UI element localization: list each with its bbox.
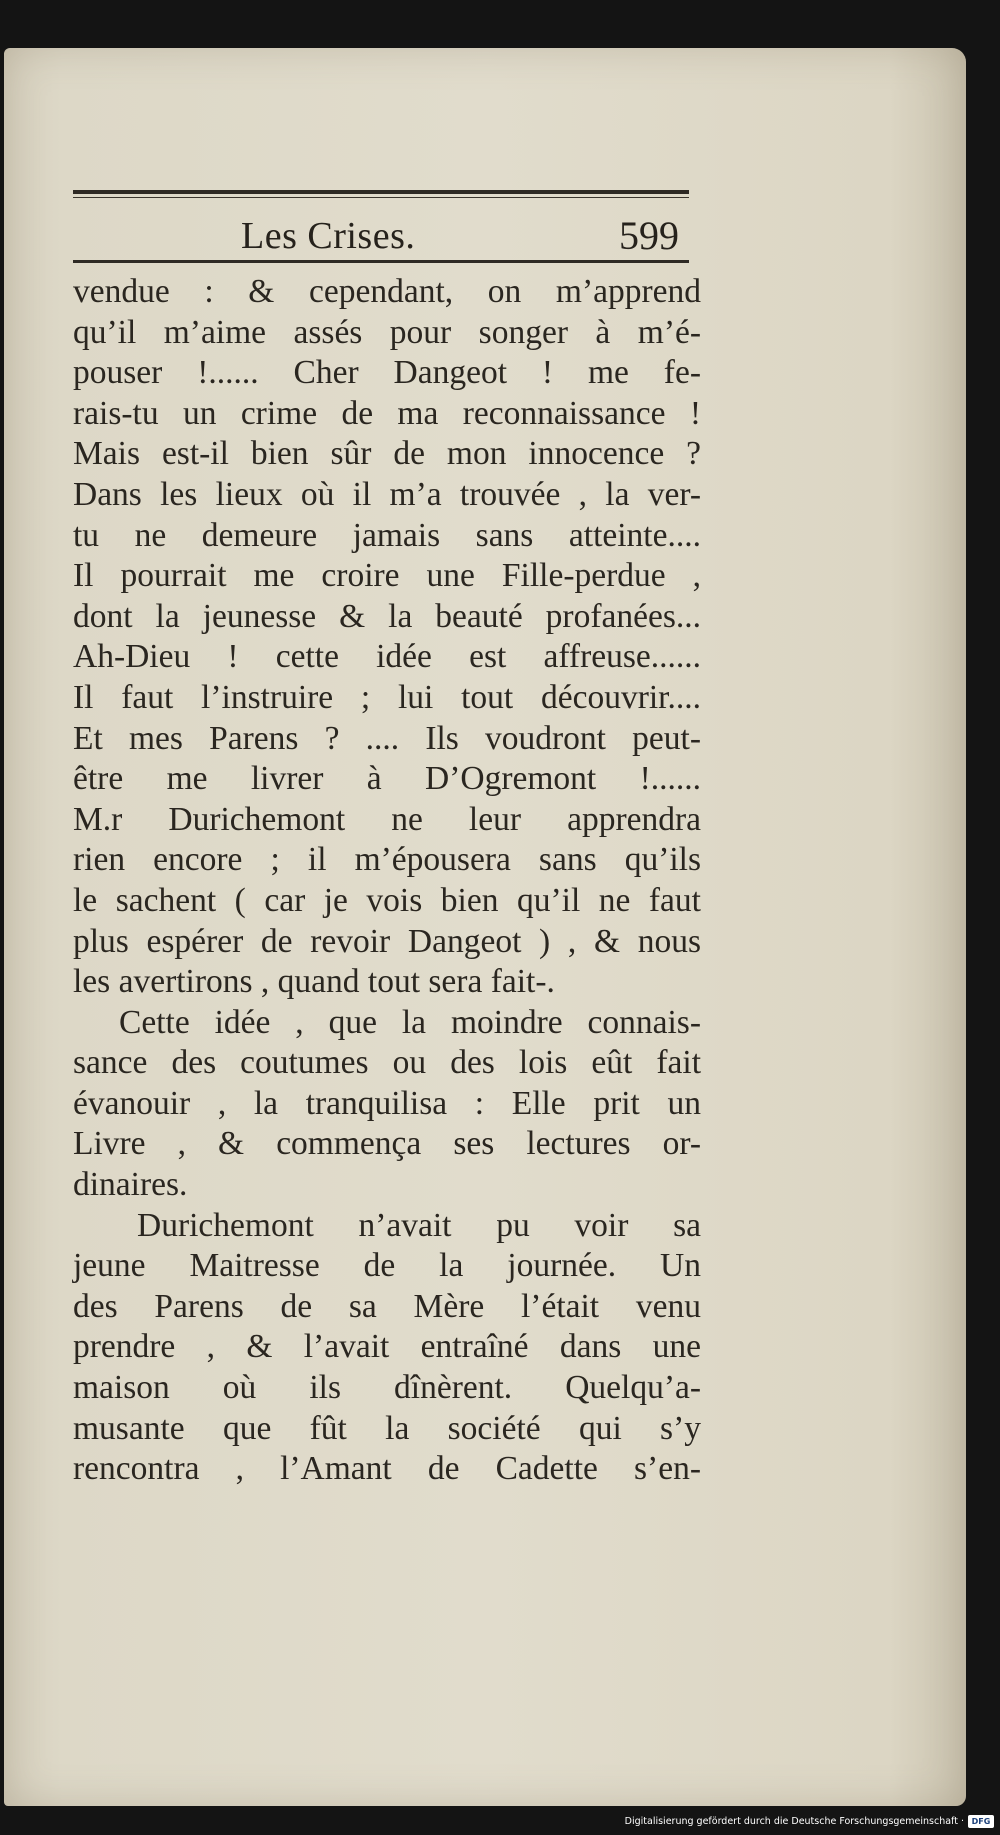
text-line: Il faut l’instruire ; lui tout découvrir.... — [73, 678, 701, 716]
text-line: Mais est-il bien sûr de mon innocence ? — [73, 435, 701, 473]
text-line: Ah-Dieu ! cette idée est affreuse...... — [73, 638, 701, 676]
text-line: Il pourrait me croire une Fille-perdue , — [73, 557, 701, 595]
text-line: pouser !...... Cher Dangeot ! me fe- — [73, 354, 701, 392]
text-line: musante que fût la société qui s’y — [73, 1409, 701, 1447]
text-line: Dans les lieux où il m’a trouvée , la ver- — [73, 475, 701, 513]
text-line: M.r Durichemont ne leur apprendra — [73, 800, 701, 838]
text-line: des Parens de sa Mère l’était venu — [73, 1287, 701, 1325]
text-line: dinaires. — [73, 1166, 188, 1204]
text-line: rais-tu un crime de ma reconnaissance ! — [73, 394, 701, 432]
text-line: maison où ils dînèrent. Quelqu’a- — [73, 1369, 701, 1407]
header-rule-bottom — [73, 260, 689, 263]
running-title: Les Crises. — [241, 215, 416, 257]
text-line: tu ne demeure jamais sans atteinte.... — [73, 516, 701, 554]
text-line: sance des coutumes ou des lois eût fait — [73, 1044, 701, 1082]
dfg-logo: DFG — [968, 1815, 994, 1828]
text-line: évanouir , la tranquilisa : Elle prit un — [73, 1084, 701, 1122]
text-line: être me livrer à D’Ogremont !...... — [73, 760, 701, 798]
text-line: qu’il m’aime assés pour songer à m’é- — [73, 313, 701, 351]
text-line: les avertirons , quand tout sera fait-. — [73, 963, 555, 1001]
text-line: vendue : & cependant, on m’apprend — [73, 273, 701, 310]
text-line: plus espérer de revoir Dangeot ) , & nous — [73, 922, 701, 960]
digitization-credit: Digitalisierung gefördert durch die Deutsche Forschungsgemeinschaft · — [624, 1816, 964, 1827]
text-line: Cette idée , que la moindre connais- — [119, 1003, 701, 1041]
body-text — [73, 272, 701, 1490]
text-line: prendre , & l’avait entraîné dans une — [73, 1328, 701, 1366]
text-line: rien encore ; il m’épousera sans qu’ils — [73, 841, 701, 879]
header-rule-thin — [73, 197, 689, 198]
text-line: jeune Maitresse de la journée. Un — [73, 1247, 701, 1285]
text-line: dont la jeunesse & la beauté profanées... — [73, 597, 701, 635]
text-line: Et mes Parens ? .... Ils voudront peut- — [73, 719, 701, 757]
header-rule-thick — [73, 190, 689, 194]
text-line: le sachent ( car je vois bien qu’il ne faut — [73, 881, 701, 919]
page-header — [73, 204, 689, 256]
page-number: 599 — [619, 213, 679, 258]
text-line: rencontra , l’Amant de Cadette s’en- — [73, 1450, 701, 1488]
text-line: Durichemont n’avait pu voir sa — [137, 1206, 701, 1244]
text-line: Livre , & commença ses lectures or- — [73, 1125, 701, 1163]
